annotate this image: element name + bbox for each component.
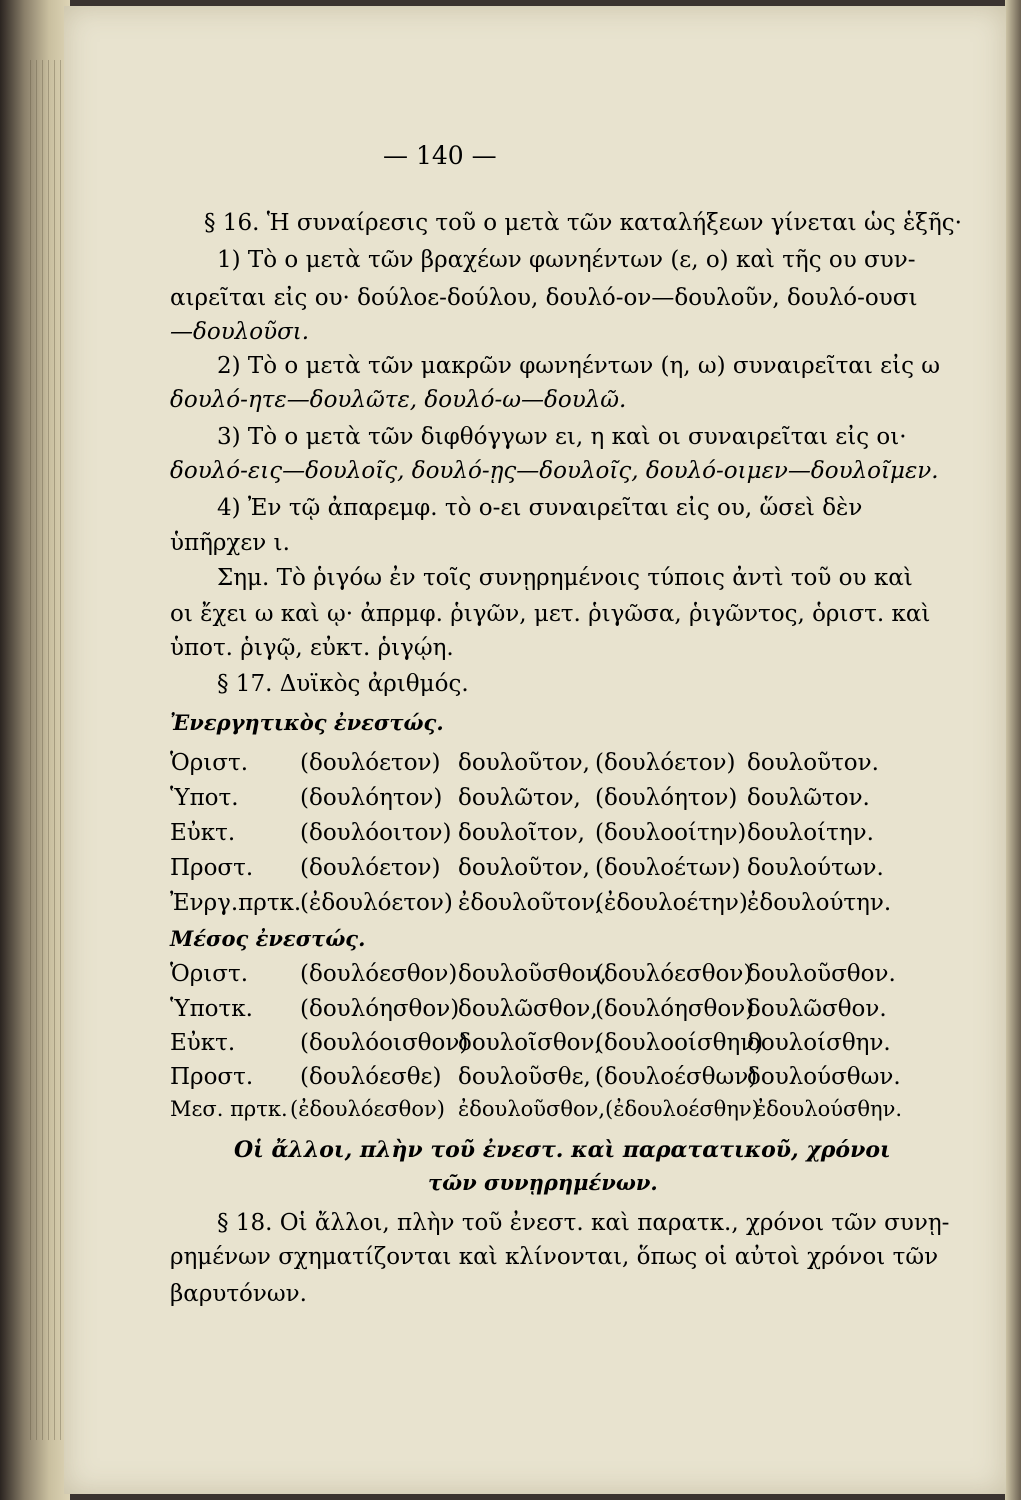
contracted-form: δουλούσθων. (747, 1064, 901, 1090)
contracted-form: ἐδουλούσθην. (755, 1097, 903, 1121)
section18-line2: ρημένων σχηματίζονται καὶ κλίνονται, ὅπως οἱ αὐτοὶ χρόνοι τῶν (170, 1244, 939, 1270)
uncontracted-form: (δουλόησθον) (300, 996, 460, 1022)
mood-label: Ὁριστ. (170, 961, 249, 987)
contracted-form: δουλοῦσθε, (458, 1064, 591, 1090)
uncontracted-form: (δουλόητον) (300, 785, 443, 811)
contracted-form: δουλοῦτον, (458, 750, 590, 776)
contracted-form: δουλῶτον. (747, 785, 870, 811)
rule4-line2: ὑπῆρχεν ι. (170, 530, 290, 556)
contracted-form: ἐδουλούτην. (747, 890, 892, 916)
uncontracted-form: (δουλόησθον) (595, 996, 755, 1022)
uncontracted-form: (δουλοέσθων) (595, 1064, 758, 1090)
mood-label: Ὑποτ. (170, 785, 239, 811)
other-tenses-heading-line1: Οἱ ἄλλοι, πλὴν τοῦ ἐνεστ. καὶ παρατατικοῦ, χρόνοι (234, 1137, 891, 1163)
uncontracted-form: (ἐδουλοέσθην) (605, 1097, 760, 1121)
section17-heading: § 17. Δυϊκὸς ἀριθμός. (217, 671, 469, 697)
note-line2: οι ἔχει ω καὶ ῳ· ἀπρμφ. ῥιγῶν, μετ. ῥιγῶσα, ῥιγῶντος, ὁριστ. καὶ (170, 601, 931, 627)
rule2-line1: 2) Τὸ ο μετὰ τῶν μακρῶν φωνηέντων (η, ω) συναιρεῖται εἰς ω (217, 353, 941, 379)
uncontracted-form: (δουλόητον) (595, 785, 738, 811)
middle-present-title: Μέσος ἐνεστώς. (170, 926, 366, 951)
mood-label: Εὐκτ. (170, 1030, 236, 1056)
section18-line1: § 18. Οἱ ἄλλοι, πλὴν τοῦ ἐνεστ. καὶ παρατκ., χρόνοι τῶν συνῃ- (217, 1210, 950, 1236)
uncontracted-form: (δουλόοιτον) (300, 820, 452, 846)
page-number: — 140 — (383, 141, 497, 170)
contracted-form: δουλοίσθην. (747, 1030, 891, 1056)
contracted-form: δουλοῦτον, (458, 855, 590, 881)
mood-label: Ἐνργ.πρτκ. (170, 890, 302, 916)
uncontracted-form: (δουλόετον) (300, 855, 441, 881)
note-line3: ὑποτ. ῥιγῷ, εὐκτ. ῥιγῴη. (170, 635, 454, 661)
uncontracted-form: (δουλοέτων) (595, 855, 741, 881)
uncontracted-form: (ἐδουλόετον) (300, 890, 453, 916)
section18-line3: βαρυτόνων. (170, 1281, 307, 1307)
contracted-form: δουλοῖτον, (458, 820, 585, 846)
uncontracted-form: (δουλόετον) (300, 750, 441, 776)
uncontracted-form: (ἐδουλοέτην) (595, 890, 748, 916)
mood-label: Εὐκτ. (170, 820, 236, 846)
mood-label: Προστ. (170, 855, 254, 881)
other-tenses-heading-line2: τῶν συνῃρημένων. (428, 1170, 658, 1195)
uncontracted-form: (δουλόεσθον) (595, 961, 753, 987)
uncontracted-form: (δουλόεσθον) (300, 961, 458, 987)
active-present-title: Ἐνεργητικὸς ἐνεστώς. (170, 710, 444, 735)
contracted-form: δουλούτων. (747, 855, 884, 881)
contracted-form: ἐδουλοῦτον, (458, 890, 603, 916)
uncontracted-form: (δουλόοισθον) (300, 1030, 469, 1056)
rule1-line3: —δουλοῦσι. (170, 319, 310, 345)
mood-label: Μεσ. πρτκ. (170, 1097, 288, 1121)
contracted-form: δουλοῦσθον, (458, 961, 607, 987)
uncontracted-form: (δουλοοίσθην) (595, 1030, 764, 1056)
rule2-line2: δουλό-ητε—δουλῶτε, δουλό-ω—δουλῶ. (170, 387, 627, 413)
mood-label: Ὁριστ. (170, 750, 249, 776)
right-page-edge (1005, 0, 1021, 1500)
rule3-line1: 3) Τὸ ο μετὰ τῶν διφθόγγων ει, η καὶ οι συναιρεῖται εἰς οι· (217, 424, 907, 450)
uncontracted-form: (δουλοοίτην) (595, 820, 747, 846)
contracted-form: δουλῶτον, (458, 785, 581, 811)
contracted-form: ἐδουλοῦσθον, (458, 1097, 606, 1121)
uncontracted-form: (δουλόετον) (595, 750, 736, 776)
contracted-form: δουλῶσθον, (458, 996, 598, 1022)
uncontracted-form: (ἐδουλόεσθον) (290, 1097, 445, 1121)
rule1-line2: αιρεῖται εἰς ου· δούλοε-δούλου, δουλό-ον—δουλοῦν, δουλό-ουσι (170, 285, 918, 311)
mood-label: Ὑποτκ. (170, 996, 253, 1022)
contracted-form: δουλοίτην. (747, 820, 874, 846)
rule4-line1: 4) Ἐν τῷ ἀπαρεμφ. τὸ ο-ει συναιρεῖται εἰς ου, ὥσεὶ δὲν (217, 495, 863, 521)
contracted-form: δουλοῖσθον, (458, 1030, 602, 1056)
rule3-line2: δουλό-εις—δουλοῖς, δουλό-ῃς—δουλοῖς, δουλό-οιμεν—δουλοῖμεν. (170, 458, 939, 484)
contracted-form: δουλοῦτον. (747, 750, 879, 776)
rule1-line1: 1) Τὸ ο μετὰ τῶν βραχέων φωνηέντων (ε, ο) καὶ τῆς ου συν- (217, 247, 916, 273)
contracted-form: δουλῶσθον. (747, 996, 887, 1022)
note-line1: Σημ. Τὸ ῥιγόω ἐν τοῖς συνῃρημένοις τύποις ἀντὶ τοῦ ου καὶ (217, 565, 913, 591)
section16-heading: § 16. Ἡ συναίρεσις τοῦ ο μετὰ τῶν καταλήξεων γίνεται ὡς ἑξῆς· (204, 210, 962, 236)
uncontracted-form: (δουλόεσθε) (300, 1064, 442, 1090)
contracted-form: δουλοῦσθον. (747, 961, 896, 987)
mood-label: Προστ. (170, 1064, 254, 1090)
